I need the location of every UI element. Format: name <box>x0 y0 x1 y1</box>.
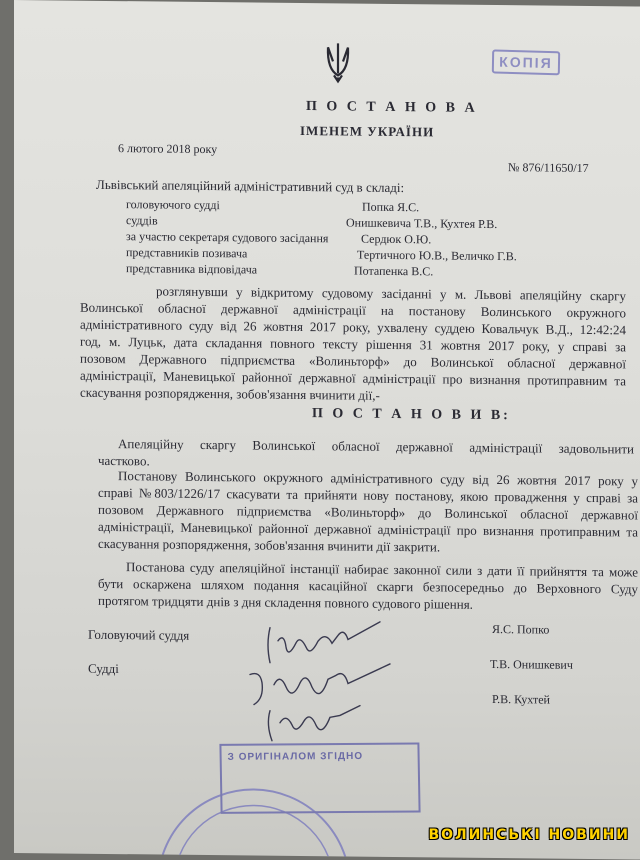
trident-emblem-icon <box>324 39 352 85</box>
signer-name: Я.С. Попко <box>492 622 550 637</box>
paragraph-line: Апеляційну скаргу Волинської обласної державної адміністрації задовольнити <box>118 436 634 457</box>
paragraph-line: протягом тридцяти днів з дня складення повного судового рішення. <box>98 592 473 612</box>
role-label: за участю секретаря судового засідання <box>126 229 329 246</box>
intro-paragraph <box>80 282 626 407</box>
role-label: суддів <box>126 213 158 228</box>
paragraph-line: Постанова суду апеляційної інстанції набирає законної сили з дати її прийняття та може <box>126 559 638 580</box>
paragraph-line: Постанову Волинського окружного адміністративного суду від 26 жовтня 2017 року у <box>118 468 638 489</box>
presiding-judge-label: Головуючий суддя <box>88 626 190 643</box>
paragraph-line: Волинської обласної державної адміністрації на постанову Волинського окружного <box>80 299 626 321</box>
document-page <box>14 0 640 860</box>
court-composition: Львівський апеляційний адміністративний суд в складі: <box>96 176 405 196</box>
ruling-paragraph-3 <box>98 558 638 615</box>
document-subtitle: ІМЕНЕМ УКРАЇНИ <box>300 122 435 140</box>
paragraph-line: позовом Державного підприємства «Волиньторф» до Волинської обласної державної <box>98 501 638 523</box>
handwritten-signatures <box>240 612 410 754</box>
ruling-heading: П О С Т А Н О В И В: <box>312 406 511 424</box>
paragraph-line: частково. <box>98 452 150 469</box>
certified-copy-stamp <box>219 743 420 814</box>
paragraph-line: скасування розпорядження, зобов'язання вчинити дії закрити. <box>98 535 441 555</box>
case-number: № 876/11650/17 <box>508 160 589 176</box>
site-watermark: ВОЛИНСЬКІ НОВИНИ <box>428 827 630 843</box>
paragraph-line: адміністративного суду від 26 жовтня 2017 року, ухвалену суддею Ковальчук В.Д., 12:42:24 <box>80 316 626 338</box>
signer-name: Т.В. Онишкевич <box>490 656 573 672</box>
paragraph-line: бути оскаржена шляхом подання касаційної скарги безпосередньо до Верховного Суду <box>98 575 638 597</box>
document-title: П О С Т А Н О В А <box>306 99 478 116</box>
role-label: представників позивача <box>126 245 248 261</box>
paragraph-line: позовом Державного підприємства «Волиньторф» до Волинської обласної державної <box>80 350 626 372</box>
paragraph-line: розглянувши у відкритому судовому засіданні у м. Львові апеляційну скаргу <box>156 283 626 304</box>
role-name: Онишкевича Т.В., Кухтея Р.В. <box>346 215 498 232</box>
paragraph-line: скасування розпорядження, зобов'язання вчинити дії,- <box>80 384 380 403</box>
role-name: Тертичного Ю.В., Величко Г.В. <box>357 247 517 264</box>
document-date: 6 лютого 2018 року <box>118 141 218 157</box>
paragraph-line: год, м. Луцьк, дата складання повного тексту рішення 31 жовтня 2017 року, у справі за <box>80 333 626 355</box>
role-label: представника відповідача <box>126 261 258 277</box>
paragraph-line: адміністрації, Маневицької районної державної адміністрації про визнання протиправним та <box>98 518 638 540</box>
role-label: головуючого судді <box>126 197 220 213</box>
judges-label: Судді <box>88 660 119 677</box>
paragraph-line: адміністрації, Маневицької районної державної адміністрації про визнання протиправним та <box>80 367 626 389</box>
role-name: Сердюк О.Ю. <box>361 231 432 247</box>
role-name: Потапенка В.С. <box>354 263 434 279</box>
certified-copy-stamp-text: З ОРИГІНАЛОМ ЗГІДНО <box>227 750 364 763</box>
copy-stamp: КОПІЯ <box>492 49 560 75</box>
paragraph-line: справі №803/1226/17 скасувати та прийняти нову постанову, якою провадження у справі за <box>98 484 638 506</box>
signer-name: Р.В. Кухтей <box>492 692 550 707</box>
ruling-paragraph-2 <box>98 467 638 558</box>
role-name: Попка Я.С. <box>362 199 420 215</box>
